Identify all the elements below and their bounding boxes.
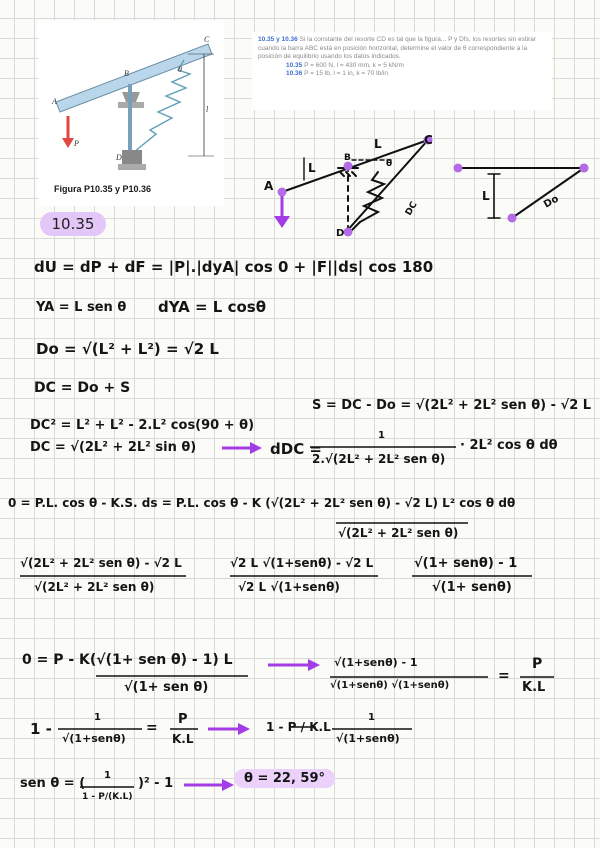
reduced-fraction-numerator: √(1+senθ) - 1 (334, 656, 418, 669)
p-over-kl-denominator: K.L (172, 732, 194, 746)
do-equation: Do = √(L² + L²) = √2 L (36, 340, 219, 358)
force-arrow-head (274, 216, 290, 228)
ratio-denominator-1: √(2L² + 2L² sen θ) (34, 580, 155, 594)
p-over-kl-numerator: P (178, 712, 188, 727)
problem-text: Si la constante del resorte CD es tal que la figura... P y Dfs, los resortes sin estirar cuando la barra ABC está en posición horizontal, determine el valor de θ correspondiente a la posición de equilibrio usando los datos indicados. (258, 36, 537, 61)
p-numerator: P (532, 656, 543, 672)
dya-equation: dYA = L cosθ (158, 298, 266, 316)
sketch-label-theta: θ (386, 159, 393, 169)
label-p: P (74, 139, 79, 148)
ratio-numerator-2: √2 L √(1+senθ) - √2 L (230, 556, 374, 570)
problem-number: 10.35 y 10.36 (258, 36, 298, 43)
final-answer: θ = 22, 59° (234, 769, 335, 788)
sketch-label-c: C (424, 133, 433, 147)
kl-denominator: K.L (522, 680, 546, 695)
problem-1035-number: 10.35 (286, 61, 303, 69)
reduced-fraction-denominator: √(1+senθ) √(1+senθ) (330, 680, 450, 691)
one-numerator: 1 (94, 712, 101, 723)
ddc-numerator: 1 (378, 430, 385, 441)
ratio-denominator-2: √2 L √(1+senθ) (238, 580, 340, 594)
one-minus-p-kl: 1 - P / K.L (266, 720, 331, 734)
equals-sign-2: = (146, 720, 158, 736)
dc-equation: DC = √(2L² + 2L² sin θ) (30, 440, 197, 455)
figure-caption: Figura P10.35 y P10.36 (54, 184, 152, 194)
dc-sum-equation: DC = Do + S (34, 380, 131, 396)
sketch-label-l1: L (374, 137, 382, 151)
label-l: l (206, 105, 209, 114)
label-c: C (204, 35, 210, 44)
final-one-numerator: 1 (368, 712, 375, 723)
ya-equation: YA = L sen θ (36, 300, 127, 315)
label-theta: θ (178, 65, 182, 74)
ddc-denominator: 2.√(2L² + 2L² sen θ) (312, 452, 446, 466)
sketch-label-d: D (336, 228, 345, 239)
sketch-label-b: B (344, 153, 351, 163)
sketch-label-a: A (264, 179, 274, 193)
equals-sign: = (498, 668, 510, 684)
ddc-factor: · 2L² cos θ dθ (460, 438, 558, 453)
equilibrium-denominator: √(2L² + 2L² sen θ) (338, 526, 459, 540)
sen-theta-equation: sen θ = ( (20, 776, 86, 791)
problem-1036-number: 10.36 (286, 70, 303, 78)
label-b: B (124, 69, 129, 78)
sketch-label-do: Do (542, 193, 561, 211)
sen-theta-tail: )² - 1 (138, 776, 174, 791)
reduced-equation: 0 = P - K(√(1+ sen θ) - 1) L (22, 652, 233, 668)
sketch-label-l2: L (308, 161, 316, 175)
dc-squared-equation: DC² = L² + L² - 2.L² cos(90 + θ) (30, 418, 255, 433)
s-equation: S = DC - Do = √(2L² + 2L² sen θ) - √2 L (312, 398, 592, 413)
sqrt-denominator: √(1+senθ) (62, 732, 126, 745)
equilibrium-equation: 0 = P.L. cos θ - K.S. ds = P.L. cos θ - K (√(2L² + 2L² sen θ) - √2 L) L² cos θ dθ (8, 496, 516, 510)
sketch-label-l3: L (482, 189, 490, 203)
virtual-work-equation: dU = dP + dF = |P|.|dyA| cos 0 + |F||ds| cos 180 (34, 258, 434, 276)
exercise-badge: 10.35 (40, 212, 106, 236)
final-sqrt-denominator: √(1+senθ) (336, 732, 400, 745)
sketch-label-dc: DC (403, 200, 420, 218)
label-a: A (52, 97, 57, 106)
ratio-numerator-1: √(2L² + 2L² sen θ) - √2 L (20, 556, 182, 570)
ratio-denominator-3: √(1+ senθ) (432, 580, 512, 595)
ratio-numerator-3: √(1+ senθ) - 1 (414, 556, 518, 571)
problem-1036-data: P = 15 lb, l = 1 in, k = 70 lb/in (304, 70, 388, 78)
one-minus: 1 - (30, 720, 52, 738)
ddc-label: dDC = (270, 440, 322, 458)
reduced-denominator: √(1+ sen θ) (124, 680, 209, 695)
sen-theta-denominator: 1 - P/(K.L) (82, 792, 133, 802)
problem-1035-data: P = 600 N, l = 430 mm, k = 5 kN/m (304, 61, 404, 69)
label-d: D (116, 153, 122, 162)
sen-theta-numerator: 1 (104, 770, 111, 781)
